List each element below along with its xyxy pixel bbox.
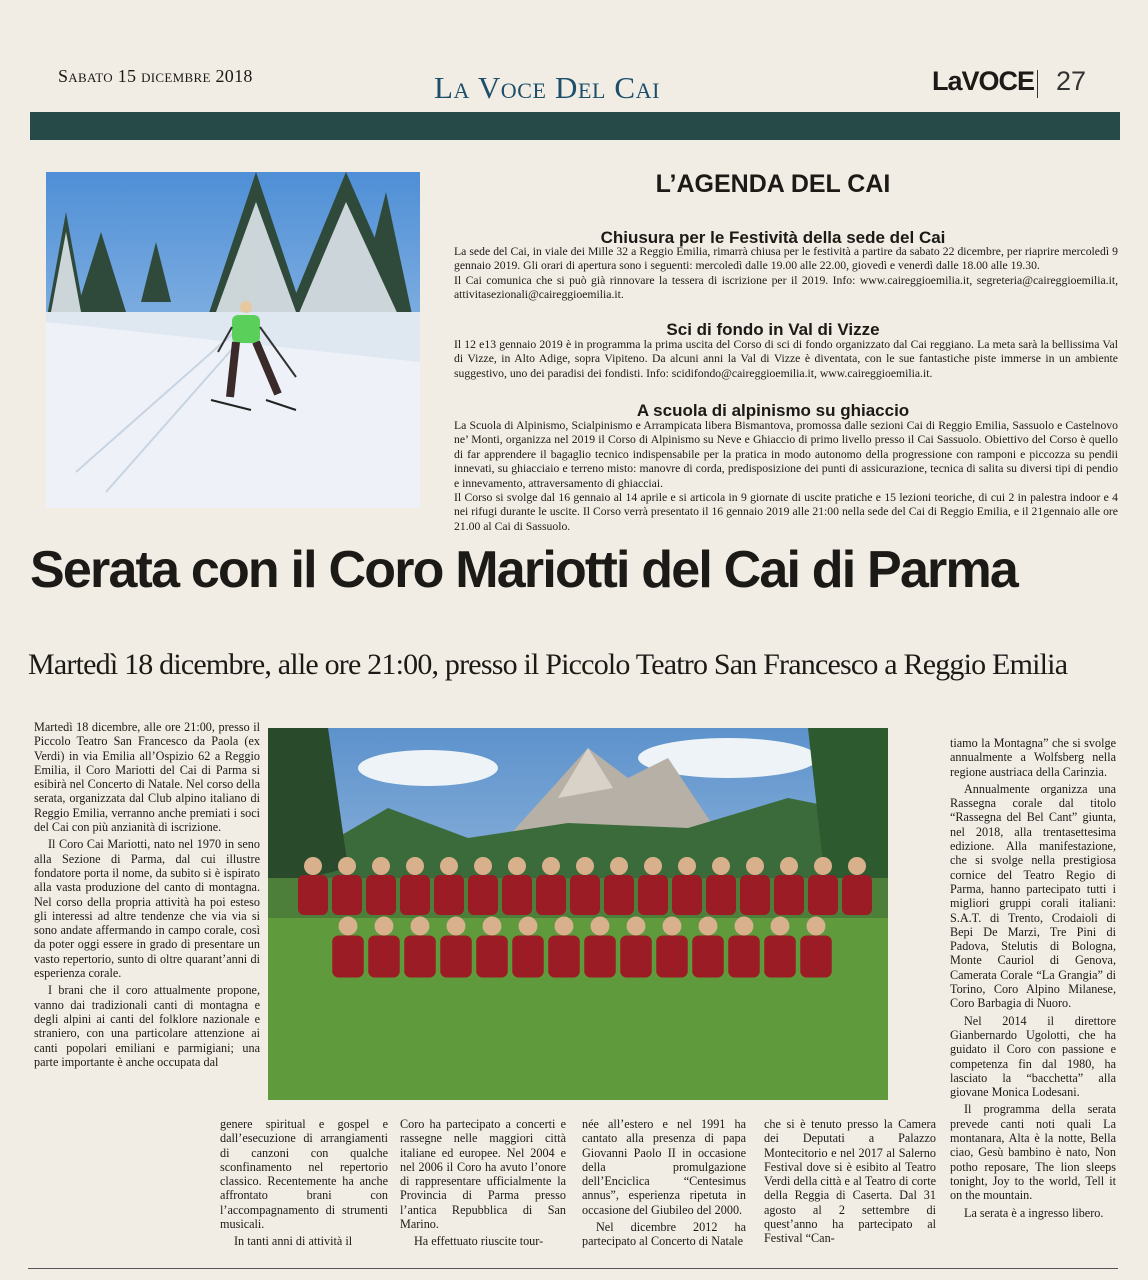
article-paragraph: I brani che il coro attualmente propone, vanno dai tradizionali canti di montagna e degli alpini ai canti del folklore nazionale e straniero, con una particolare attenzione ai canti popolari emiliani e parmigiani; una parte importante è anche occupata dal <box>34 983 260 1069</box>
agenda-paragraph: La sede del Cai, in viale dei Mille 32 a Reggio Emilia, rimarrà chiusa per le festività a partire da sabato 22 dicembre, per riaprire mercoledì 9 gennaio 2019. Gli orari di apertura sono i seguenti: mercoledì dalle 19.00 alle 22.00, giovedì e venerdì dalle 18.00 alle 19.30. <box>454 245 1118 273</box>
article-column-2 <box>220 1117 388 1252</box>
article-paragraph: Il Coro Cai Mariotti, nato nel 1970 in seno alla Sezione di Parma, dal cui illustre fondatore porta il nome, da subito si è ispirato alla vasta produzione del canto di montagna. Nel corso della propria attività ha poi esteso gli interessi ad altre tendenze che via via si sono andate affermando in campo corale, così da poter oggi essere in grado di presentare un vasto repertorio, sunto di oltre quarant’anni di esperienza corale. <box>34 837 260 981</box>
agenda-section-body <box>454 338 1118 381</box>
article-paragraph: Nel 2014 il direttore Gianbernardo Ugolotti, che ha guidato il Coro con passione e competenza fin dal 1980, ha lasciato la “bacchetta” alla giovane Monica Lodesani. <box>950 1013 1116 1100</box>
article-column-5 <box>764 1117 936 1249</box>
article-column-3 <box>400 1117 566 1252</box>
agenda-paragraph: La Scuola di Alpinismo, Scialpinismo e Arrampicata libera Bismantova, promossa dalle sezioni Cai di Reggio Emilia, Sassuolo e Castelnovo ne’ Monti, organizza nel 2019 il Corso di Alpinismo su Neve e Ghiaccio di primo livello presso il Cai Sassuolo. Obiettivo del Corso è quello di far apprendere il bagaglio tecnico indispensabile per la pratica in modo autonomo della progressione con ramponi e piccozza su pendii innevati, su ghiacciaio e terreno misto: manovre di corda, predisposizione dei punti di assicurazione, tecnica di salita su diversi tipi di pendio e innevamento, attraversamento di ghiacciai. <box>454 419 1118 490</box>
agenda-section-title: A scuola di alpinismo su ghiaccio <box>636 401 910 420</box>
article-column-1 <box>34 720 260 1072</box>
article-paragraph: che si è tenuto presso la Camera dei Deputati a Palazzo Montecitorio e nel 2017 al Salerno Festival dove si è esibito al Teatro Verdi della città e al Teatro di corte della Reggia di Caserta. Dal 31 agosto al 2 settembre di quest’anno ha partecipato al Festival “Can- <box>764 1117 936 1246</box>
article-paragraph: genere spiritual e gospel e dall’esecuzione di arrangiamenti di canzoni con qualche sconfinamento nel repertorio classico. Recentemente ha anche affrontato brani con l’accompagnamento di strumenti musicali. <box>220 1117 388 1232</box>
agenda-title: L’AGENDA DEL CAI <box>655 170 891 198</box>
article-paragraph: Nel dicembre 2012 ha partecipato al Concerto di Natale <box>582 1220 746 1249</box>
choir-photo <box>268 728 888 1100</box>
page-number: 27 <box>1056 66 1087 96</box>
article-paragraph: In tanti anni di attività il <box>234 1234 353 1249</box>
article-column-6 <box>950 736 1116 1223</box>
article-column-4 <box>582 1117 746 1252</box>
agenda-paragraph: Il Cai comunica che si può già rinnovare la tessera di iscrizione per il 2019. Info: www.caireggioemilia.it, segreteria@caireggioemilia.it, attivitasezionali@caireggioemilia.it. <box>454 273 1118 302</box>
agenda-section-body <box>454 419 1118 534</box>
agenda-paragraph: Il 12 e13 gennaio 2019 è in programma la prima uscita del Corso di sci di fondo organizzato dal Cai reggiano. La meta sarà la bellissima Val di Vizze, in Alto Adige, sopra Vipiteno. Da alcuni anni la Val di Vizze è diventata, con le sue fantastiche piste immerse in un ambiente suggestivo, uno dei paradisi dei fondisti. Info: scidifondo@caireggioemilia.it, www.caireggioemilia.it. <box>454 338 1118 380</box>
issue-date: Sabato 15 dicembre 2018 <box>58 66 253 86</box>
article-headline: Serata con il Coro Mariotti del Cai di Parma <box>30 541 1018 599</box>
article-paragraph: Ha effettuato riuscite tour- <box>414 1234 544 1249</box>
article-paragraph: Annualmente organizza una Rassegna corale dal titolo “Rassegna del Bel Cant” giunta, nel 2018, alla trentasettesima edizione. Alla manifestazione, che si svolge nella prestigiosa cornice del Teatro Regio di Parma, hanno partecipato tutti i migliori gruppi corali italiani: S.A.T. di Trento, Crodaioli di Bepi De Marzi, Tre Pini di Padova, Stelutis di Bologna, Monte Cauriol di Genova, Camerata Corale “La Grangia” di Torino, Coro Alpino Milanese, Coro Barbagia di Nuoro. <box>950 781 1116 1011</box>
article-paragraph: Il programma della serata prevede canti noti quali La montanara, Alta è la notte, Bella ciao, Gesù bambino è nato, Non potho reposare, The lion sleeps tonight, Joy to the world, Tell it on the mountain. <box>950 1102 1116 1203</box>
article-paragraph: Martedì 18 dicembre, alle ore 21:00, presso il Piccolo Teatro San Francesco da Paola (ex Verdi) in via Emilia all’Ospizio 62 a Reggio Emilia, il Coro Mariotti del Cai di Parma si esibirà nel Concerto di Natale. Nel corso della serata, organizzata dal Club alpino italiano di Reggio Emilia, verranno anche premiati i soci del Cai con più anzianità di iscrizione. <box>34 720 260 835</box>
newspaper-logo: LaVOCE <box>932 66 1035 96</box>
article-paragraph: tiamo la Montagna” che si svolge annualmente a Wolfsberg nella regione austriaca della Carinzia. <box>950 736 1116 779</box>
agenda-section-title: Chiusura per le Festività della sede del Cai <box>600 228 946 247</box>
masthead-divider <box>1037 70 1038 98</box>
header-band <box>30 112 1120 140</box>
article-subheadline: Martedì 18 dicembre, alle ore 21:00, presso il Piccolo Teatro San Francesco a Reggio Emilia <box>28 648 1068 681</box>
skier-photo <box>46 172 420 508</box>
section-title: La Voce Del Cai <box>434 70 661 105</box>
agenda-section-body <box>454 245 1118 303</box>
agenda-section-title: Sci di fondo in Val di Vizze <box>666 320 880 339</box>
article-paragraph: née all’estero e nel 1991 ha cantato alla presenza di papa Giovanni Paolo II in occasione della promulgazione dell’Enciclica “Centesimus annus”, esperienza ripetuta in occasione del Giubileo del 2000. <box>582 1117 746 1217</box>
article-paragraph: La serata è a ingresso libero. <box>964 1205 1104 1220</box>
page-bottom-rule <box>28 1268 1118 1269</box>
article-paragraph: Coro ha partecipato a concerti e rassegne nelle maggiori città italiane ed europee. Nel 2004 e nel 2006 il Coro ha avuto l’onore di rappresentare ufficialmente la Provincia di Parma presso l’antica Repubblica di San Marino. <box>400 1117 566 1232</box>
agenda-paragraph: Il Corso si svolge dal 16 gennaio al 14 aprile e si articola in 9 giornate di uscite pratiche e 15 lezioni teoriche, di cui 2 in palestra indoor e 4 nei rifugi durante le uscite. Il Corso verrà presentato il 16 gennaio 2019 alle 21:00 nella sede del Cai di Reggio Emilia, e il 21gennaio alle ore 21.00 al Cai di Sassuolo. <box>454 491 1118 533</box>
